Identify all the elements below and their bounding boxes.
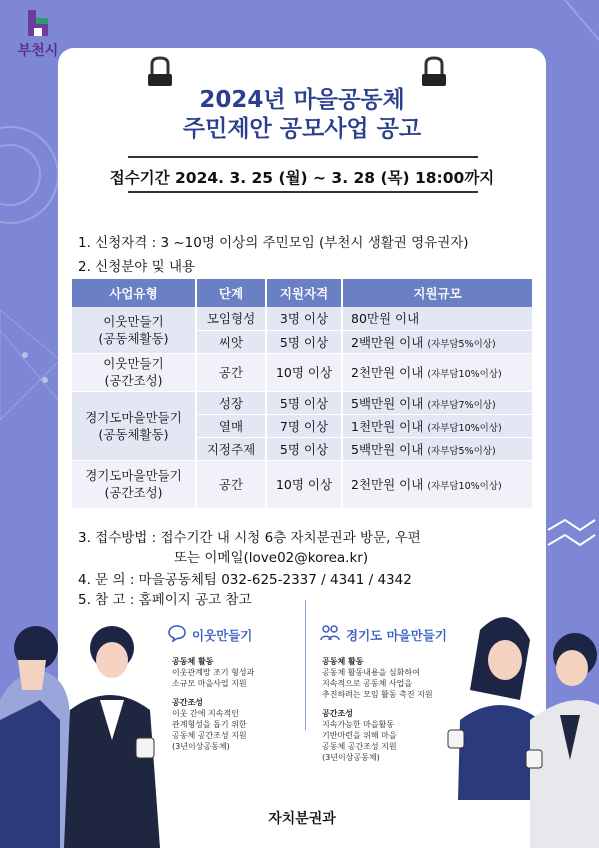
table-header: 단계: [196, 279, 266, 307]
section-text-gyeonggi: 공동체 활동 공동체 활동내용을 심화하여 지속적으로 공동체 사업을 추진하려는 모임 활동 촉진 지원 공간조성 지속가능한 마을활동 기반마련을 위해 마을 공동체 공간조성 지원 (3년이상공동체): [322, 657, 433, 762]
table-cell: 5백만원 이내 (자부담7%이상): [342, 391, 532, 414]
person-illustration: [64, 626, 160, 848]
table-header: 지원자격: [266, 279, 342, 307]
table-cell: 씨앗: [196, 330, 266, 353]
table-cell: 공간: [196, 353, 266, 391]
item-reference: 5. 참 고 : 홈페이지 공고 참고: [78, 592, 252, 608]
section-heading-gyeonggi: 경기도 마을만들기: [346, 628, 447, 643]
item-fields: 2. 신청분야 및 내용: [78, 259, 196, 275]
table-cell: 3명 이상: [266, 307, 342, 330]
table-cell-type: 경기도마을만들기 (공동체활동): [72, 391, 196, 460]
table-cell: 7명 이상: [266, 414, 342, 437]
title-line-2: 주민제안 공모사업 공고: [182, 116, 422, 142]
table-cell: 공간: [196, 460, 266, 508]
logo-text: 부천시: [17, 43, 59, 59]
table-cell: 2백만원 이내 (자부담5%이상): [342, 330, 532, 353]
table-cell: 5명 이상: [266, 437, 342, 460]
table-cell: 2천만원 이내 (자부담10%이상): [342, 460, 532, 508]
table-cell-type: 이웃만들기 (공동체활동): [72, 307, 196, 353]
person-illustration: [526, 633, 599, 848]
table-header: 사업유형: [72, 279, 196, 307]
table-cell-type: 경기도마을만들기 (공간조성): [72, 460, 196, 508]
application-period: 접수기간 2024. 3. 25 (월) ~ 3. 28 (목) 18:00까지: [109, 169, 495, 187]
table-cell: 2천만원 이내 (자부담10%이상): [342, 353, 532, 391]
table-cell: 5명 이상: [266, 391, 342, 414]
table-cell: 지정주제: [196, 437, 266, 460]
table-cell: 5백만원 이내 (자부담5%이상): [342, 437, 532, 460]
table-cell: 모임형성: [196, 307, 266, 330]
table-cell: 80만원 이내: [342, 307, 532, 330]
item-method: 3. 접수방법 : 접수기간 내 시청 6층 자치분권과 방문, 우편: [78, 530, 421, 546]
table-header: 지원규모: [342, 279, 532, 307]
person-illustration: [0, 626, 70, 848]
table-cell: 1천만원 이내 (자부담10%이상): [342, 414, 532, 437]
section-heading-neighbors: 이웃만들기: [192, 628, 253, 643]
table-cell: 10명 이상: [266, 460, 342, 508]
item-eligibility: 1. 신청자격 : 3 ~10명 이상의 주민모임 (부천시 생활권 영유권자): [78, 235, 469, 251]
table-cell: 5명 이상: [266, 330, 342, 353]
item-contact: 4. 문 의 : 마을공동체팀 032-625-2337 / 4341 / 4342: [78, 572, 412, 588]
section-text-neighbors: 공동체 활동 이웃관계망 조기 형성과 소규모 마을사업 지원 공간조성 이웃 간에 지속적인 관계형성을 돕기 위한 공동체 공간조성 지원 (3년이상공동체): [172, 657, 255, 751]
table-cell: 10명 이상: [266, 353, 342, 391]
table-cell-type: 이웃만들기 (공간조성): [72, 353, 196, 391]
item-method-email: 또는 이메일(love02@korea.kr): [174, 550, 369, 566]
title-line-1: 2024년 마을공동체: [199, 87, 405, 113]
table-cell: 열매: [196, 414, 266, 437]
table-cell: 성장: [196, 391, 266, 414]
footer-department: 자치분권과: [268, 811, 336, 827]
